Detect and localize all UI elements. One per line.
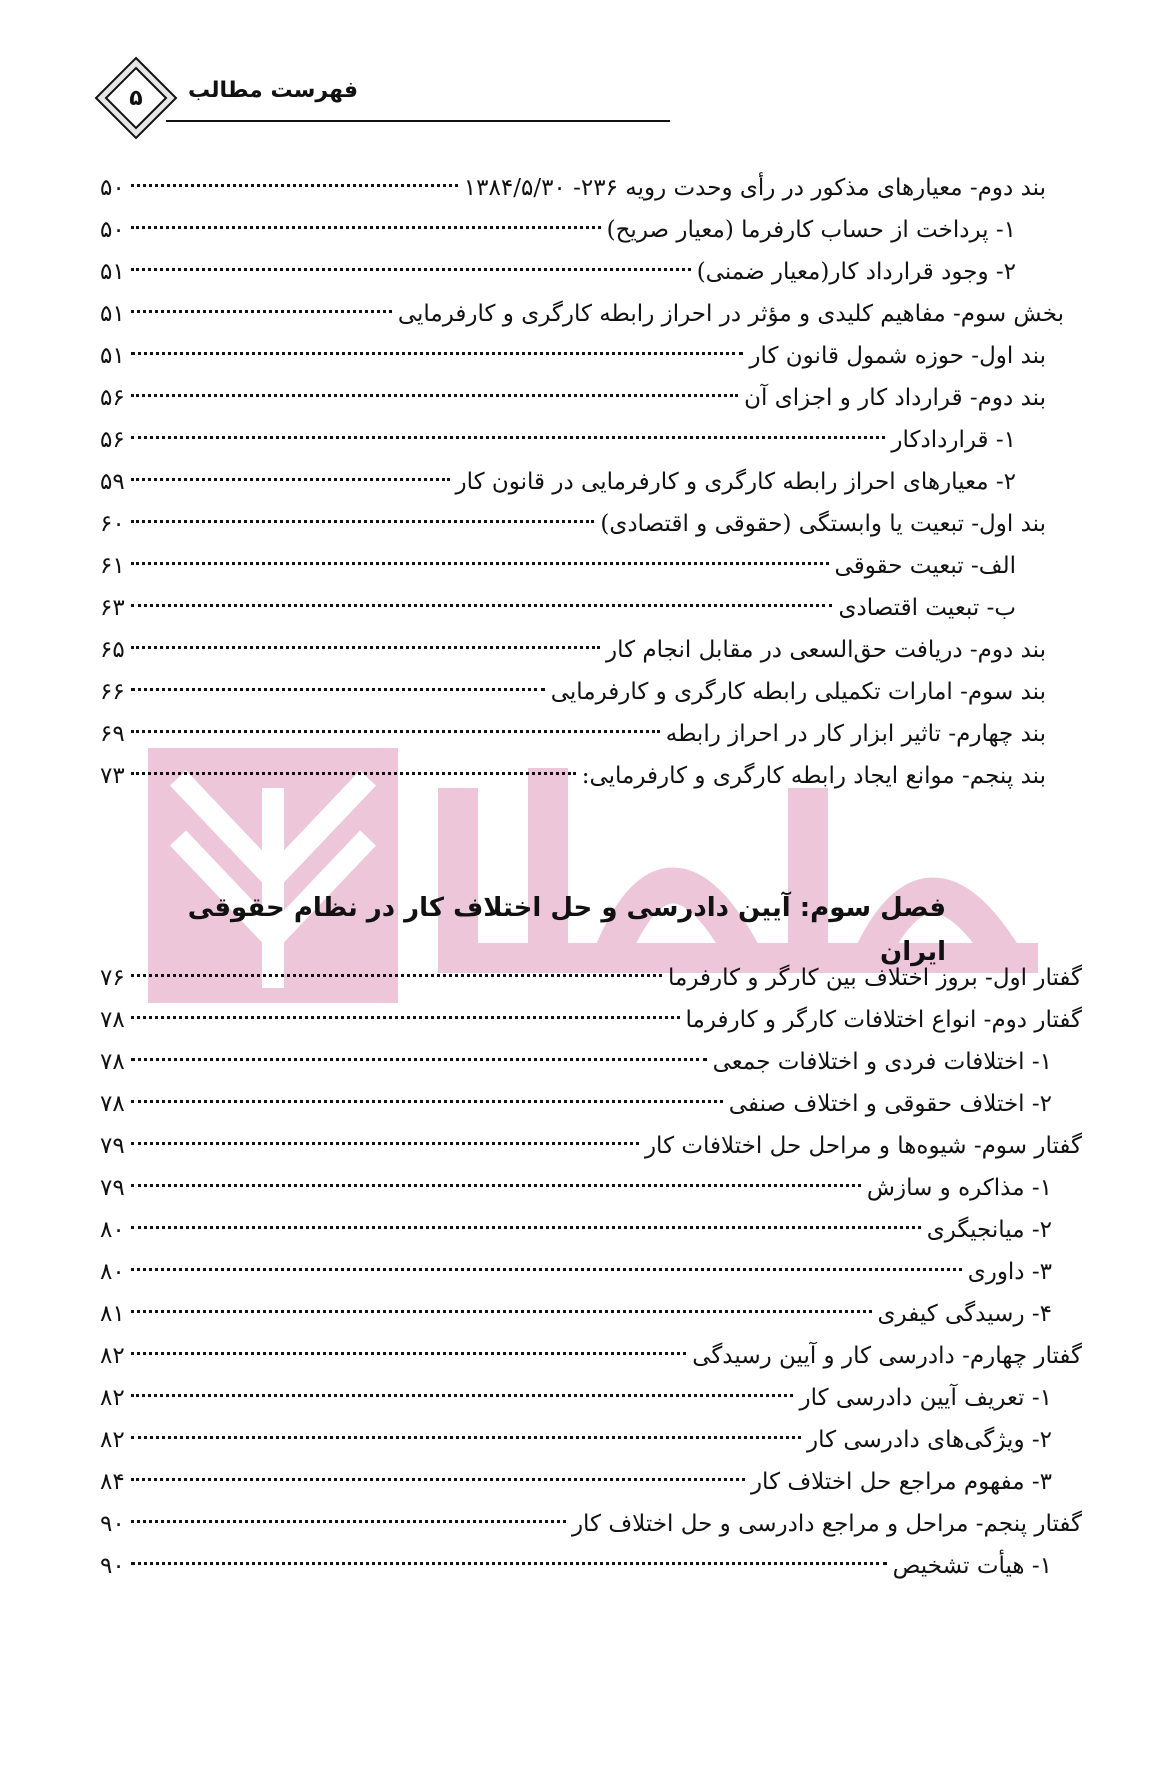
dot-leader [131, 1562, 887, 1565]
toc-entry-title: ۱- اختلافات فردی و اختلافات جمعی [712, 1049, 1052, 1075]
dot-leader [131, 1142, 639, 1145]
dot-leader [131, 268, 691, 271]
toc-entry-title: ۱- مذاکره و سازش [866, 1175, 1052, 1201]
toc-entry-title: بند اول- حوزه شمول قانون کار [749, 343, 1046, 369]
toc-entry-page: ۸۱ [100, 1301, 125, 1327]
toc-entry-page: ۷۳ [100, 763, 125, 789]
toc-entry-page: ۷۶ [100, 965, 125, 991]
toc-entry-page: ۹۰ [100, 1511, 125, 1537]
toc-entry [100, 1252, 1052, 1292]
toc-entry-page: ۶۳ [100, 595, 125, 621]
toc-entry [100, 714, 1046, 754]
toc-entry-title: ۲- معیارهای احراز رابطه کارگری و کارفرمایی در قانون کار [455, 469, 1016, 495]
toc-entry-title: گفتار دوم- انواع اختلافات کارگر و کارفرما [685, 1007, 1082, 1033]
toc-entry-title: ۱- تعریف آیین دادرسی کار [799, 1385, 1052, 1411]
toc-entry [100, 504, 1046, 544]
toc-entry-title: ۳- داوری [967, 1259, 1052, 1285]
dot-leader [131, 1352, 686, 1355]
toc-entry [100, 1546, 1052, 1586]
toc-entry [100, 1336, 1082, 1376]
dot-leader [131, 1226, 921, 1229]
toc-entry-page: ۶۶ [100, 679, 125, 705]
toc-entry-title: گفتار سوم- شیوه‌ها و مراحل حل اختلافات کار [644, 1133, 1082, 1159]
toc-entry-title: بند دوم- معیارهای مذکور در رأی وحدت رویه ۲۳۶- ۱۳۸۴/۵/۳۰ [463, 175, 1046, 201]
toc-entry-title: بخش سوم- مفاهیم کلیدی و مؤثر در احراز رابطه کارگری و کارفرمایی [397, 301, 1064, 327]
dot-leader [131, 1436, 801, 1439]
toc-entry-page: ۵۱ [100, 343, 125, 369]
dot-leader [131, 730, 660, 733]
toc-entry-title: گفتار چهارم- دادرسی کار و آیین رسیدگی [692, 1343, 1082, 1369]
toc-entry-title: ۲- میانجیگری [926, 1217, 1052, 1243]
toc-entry-title: ۱- هیأت تشخیص [892, 1553, 1052, 1579]
dot-leader [131, 974, 662, 977]
toc-entry [100, 252, 1016, 292]
toc-entry-title: ۲- ویژگی‌های دادرسی کار [806, 1427, 1052, 1453]
toc-entry [100, 168, 1046, 208]
toc-entry-page: ۸۴ [100, 1469, 125, 1495]
toc-entry [100, 1294, 1052, 1334]
toc-entry-page: ۵۰ [100, 217, 125, 243]
toc-entry-page: ۷۸ [100, 1007, 125, 1033]
toc-entry [100, 546, 1016, 586]
toc-entry-title: ۴- رسیدگی کیفری [877, 1301, 1052, 1327]
toc-entry [100, 1504, 1082, 1544]
toc-entry [100, 1042, 1052, 1082]
toc-entry [100, 1378, 1052, 1418]
toc-entry-page: ۵۱ [100, 301, 125, 327]
toc-entry [100, 756, 1046, 796]
toc-entry-title: گفتار پنجم- مراحل و مراجع دادرسی و حل اختلاف کار [571, 1511, 1082, 1537]
toc-entry [100, 462, 1016, 502]
toc-entry-page: ۸۰ [100, 1217, 125, 1243]
toc-entry-title: بند چهارم- تاثیر ابزار کار در احراز رابطه [665, 721, 1046, 747]
running-title: فهرست مطالب [187, 78, 358, 103]
toc-entry [100, 378, 1046, 418]
toc-entry [100, 1126, 1082, 1166]
dot-leader [131, 646, 600, 649]
toc-entry-title: بند سوم- امارات تکمیلی رابطه کارگری و کارفرمایی [550, 679, 1046, 705]
page-number: ۵ [129, 85, 143, 111]
dot-leader [131, 520, 595, 523]
toc-entry-page: ۹۰ [100, 1553, 125, 1579]
toc-entry-page: ۸۲ [100, 1385, 125, 1411]
dot-leader [131, 394, 738, 397]
toc-entry-title: ۲- اختلاف حقوقی و اختلاف صنفی [728, 1091, 1052, 1117]
toc-entry-title: ۱- پرداخت از حساب کارفرما (معیار صریح) [606, 217, 1016, 243]
dot-leader [131, 436, 886, 439]
toc-entry [100, 1084, 1052, 1124]
toc-entry [100, 672, 1046, 712]
dot-leader [131, 604, 833, 607]
toc-entry-title: بند دوم- قرارداد کار و اجزای آن [744, 385, 1046, 411]
toc-entry-page: ۸۲ [100, 1427, 125, 1453]
toc-entry-page: ۵۰ [100, 175, 125, 201]
toc-entry [100, 1168, 1052, 1208]
toc-entry [100, 1420, 1052, 1460]
toc-entry-page: ۵۶ [100, 385, 125, 411]
dot-leader [131, 1310, 872, 1313]
dot-leader [131, 1268, 962, 1271]
toc-entry-page: ۷۹ [100, 1175, 125, 1201]
dot-leader [131, 1100, 723, 1103]
dot-leader [131, 1478, 745, 1481]
toc-entry-title: ۳- مفهوم مراجع حل اختلاف کار [750, 1469, 1052, 1495]
toc-entry-title: گفتار اول- بروز اختلاف بین کارگر و کارفرما [668, 965, 1082, 991]
toc-entry [100, 630, 1046, 670]
dot-leader [131, 310, 392, 313]
toc-entry [100, 294, 1064, 334]
toc-entry-title: ب- تبعیت اقتصادی [838, 595, 1016, 621]
toc-entry-title: ۲- وجود قرارداد کار(معیار ضمنی) [696, 259, 1016, 285]
dot-leader [131, 1394, 794, 1397]
toc-entry-page: ۶۰ [100, 511, 125, 537]
toc-entry [100, 1000, 1082, 1040]
toc-entry-title: ۱- قراردادکار [891, 427, 1016, 453]
dot-leader [131, 1058, 707, 1061]
dot-leader [131, 688, 545, 691]
toc-entry-page: ۵۶ [100, 427, 125, 453]
dot-leader [131, 772, 576, 775]
toc-entry-page: ۵۱ [100, 259, 125, 285]
dot-leader [131, 352, 744, 355]
toc-entry-title: بند اول- تبعیت یا وابستگی (حقوقی و اقتصادی) [600, 511, 1046, 537]
toc-entry [100, 336, 1046, 376]
toc-entry-title: الف- تبعیت حقوقی [834, 553, 1016, 579]
toc-entry [100, 1462, 1052, 1502]
dot-leader [131, 478, 450, 481]
dot-leader [131, 226, 601, 229]
dot-leader [131, 1016, 680, 1019]
toc-entry [100, 588, 1016, 628]
dot-leader [131, 562, 829, 565]
toc-entry-page: ۶۱ [100, 553, 125, 579]
toc-entry [100, 420, 1016, 460]
toc-entry-title: بند پنجم- موانع ایجاد رابطه کارگری و کارفرمایی: [581, 763, 1046, 789]
toc-entry-page: ۷۸ [100, 1091, 125, 1117]
toc-entry-page: ۵۹ [100, 469, 125, 495]
dot-leader [131, 184, 458, 187]
toc-entry-page: ۸۲ [100, 1343, 125, 1369]
toc-entry-page: ۶۹ [100, 721, 125, 747]
dot-leader [131, 1520, 566, 1523]
toc-entry [100, 210, 1016, 250]
chapter-heading: فصل سوم: آیین دادرسی و حل اختلاف کار در نظام حقوقی ایران [187, 893, 946, 967]
toc-entry [100, 1210, 1052, 1250]
toc-entry-page: ۷۹ [100, 1133, 125, 1159]
toc-entry-title: بند دوم- دریافت حق‌السعی در مقابل انجام کار [606, 637, 1046, 663]
toc-entry-page: ۸۰ [100, 1259, 125, 1285]
dot-leader [131, 1184, 861, 1187]
toc-entry-page: ۷۸ [100, 1049, 125, 1075]
toc-entry-page: ۶۵ [100, 637, 125, 663]
